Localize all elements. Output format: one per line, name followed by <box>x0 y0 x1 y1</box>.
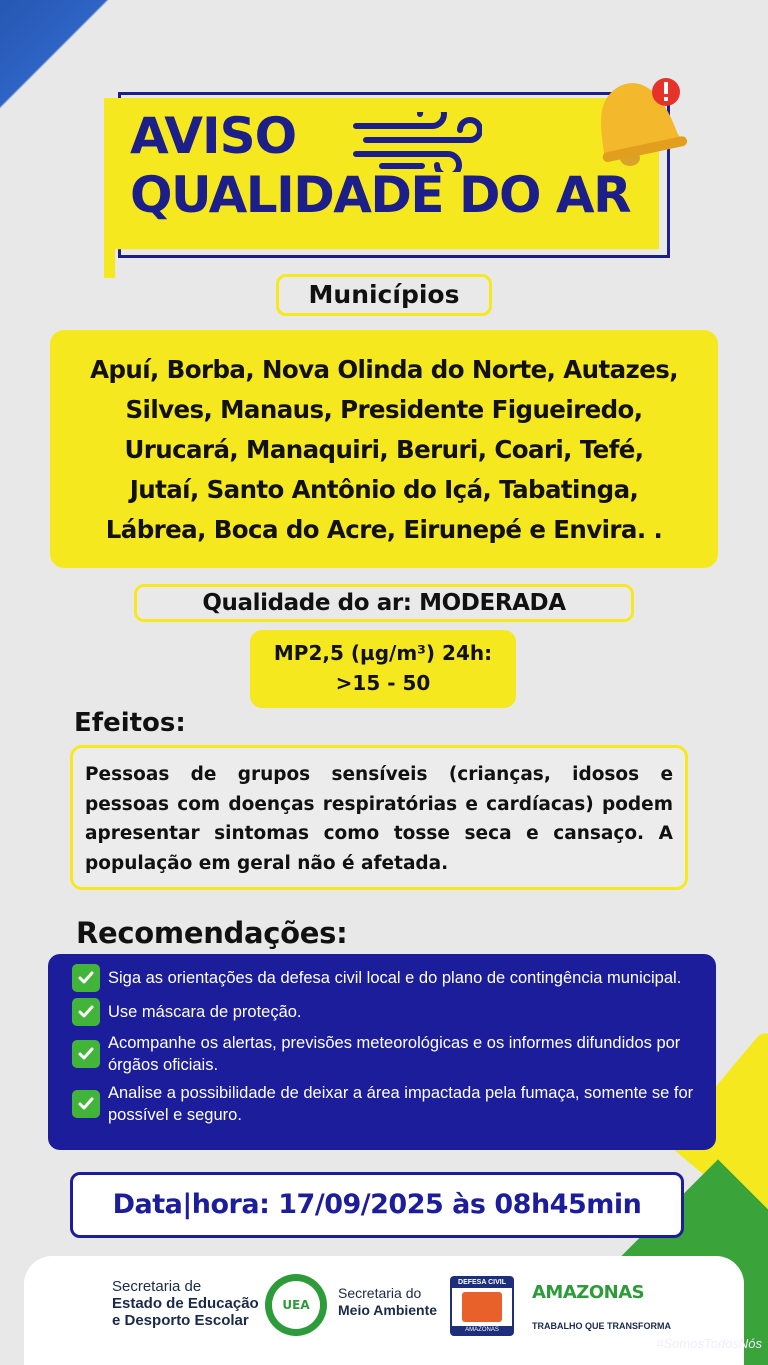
amazonas-government-logo <box>532 1282 671 1331</box>
check-icon <box>72 964 100 992</box>
seduc-line-1: Secretaria de <box>112 1278 202 1295</box>
pm25-line-1: MP2,5 (µg/m³) 24h: <box>273 641 493 665</box>
recomendacoes-list <box>48 954 716 1150</box>
check-icon <box>72 998 100 1026</box>
municipios-line: Silves, Manaus, Presidente Figueiredo, <box>125 395 643 424</box>
municipios-line: Apuí, Borba, Nova Olinda do Norte, Autazes, <box>90 355 678 384</box>
pm25-box <box>250 630 516 708</box>
municipios-line: Jutaí, Santo Antônio do Içá, Tabatinga, <box>129 475 639 504</box>
check-icon <box>72 1040 100 1068</box>
municipios-line: Urucará, Manaquiri, Beruri, Coari, Tefé, <box>124 435 644 464</box>
uea-logo <box>265 1274 327 1336</box>
title-line-1: AVISO <box>130 107 297 165</box>
sema-line-1: Secretaria do <box>338 1285 422 1301</box>
efeitos-text: Pessoas de grupos sensíveis (crianças, idosos e pessoas com doenças respiratórias e cardíacas) podem apresentar sintomas como tosse seca e cansaço. A população em geral não é afetada. <box>70 745 688 890</box>
wind-icon <box>352 112 482 172</box>
recomendacao-text: Analise a possibilidade de deixar a área impactada pela fumaça, somente se for possível e seguro. <box>108 1084 694 1124</box>
list-item <box>72 1082 702 1126</box>
uea-logo-text: UEA <box>272 1281 320 1329</box>
defesa-civil-top: DEFESA CIVIL <box>452 1278 512 1288</box>
air-quality-label: Qualidade do ar: MODERADA <box>134 584 634 622</box>
recomendacao-text: Acompanhe os alertas, previsões meteorológicas e os informes difundidos por órgãos oficiais. <box>108 1034 681 1074</box>
seduc-logo <box>112 1278 259 1329</box>
recomendacao-text: Use máscara de proteção. <box>108 1003 302 1021</box>
title-line-2: QUALIDADE DO AR <box>130 165 631 224</box>
recomendacao-text: Siga as orientações da defesa civil local e do plano de contingência municipal. <box>108 969 682 987</box>
list-item <box>72 1032 702 1076</box>
sema-logo <box>338 1285 437 1319</box>
municipios-line: Lábrea, Boca do Acre, Eirunepé e Envira. . <box>105 515 663 544</box>
amazonas-wordmark: AMAZONAS <box>532 1282 645 1303</box>
defesa-civil-bottom: AMAZONAS <box>452 1326 512 1334</box>
seduc-line-3: e Desporto Escolar <box>112 1312 249 1329</box>
municipios-label: Municípios <box>276 274 492 316</box>
sema-line-2: Meio Ambiente <box>338 1302 438 1318</box>
seduc-line-2: Estado de Educação <box>112 1295 259 1312</box>
bell-icon <box>578 62 688 172</box>
hashtag: #SomosTodosNós <box>656 1336 762 1351</box>
date-time: Data|hora: 17/09/2025 às 08h45min <box>70 1172 684 1238</box>
pm25-line-2: >15 - 50 <box>335 671 431 695</box>
recomendacoes-heading: Recomendações: <box>76 916 348 950</box>
amazonas-slogan: TRABALHO QUE TRANSFORMA <box>532 1321 671 1331</box>
list-item <box>72 964 702 992</box>
defesa-civil-emblem <box>462 1292 502 1322</box>
check-icon <box>72 1090 100 1118</box>
list-item <box>72 998 702 1026</box>
municipios-list <box>50 330 718 568</box>
efeitos-heading: Efeitos: <box>74 708 186 738</box>
defesa-civil-logo <box>450 1276 514 1336</box>
